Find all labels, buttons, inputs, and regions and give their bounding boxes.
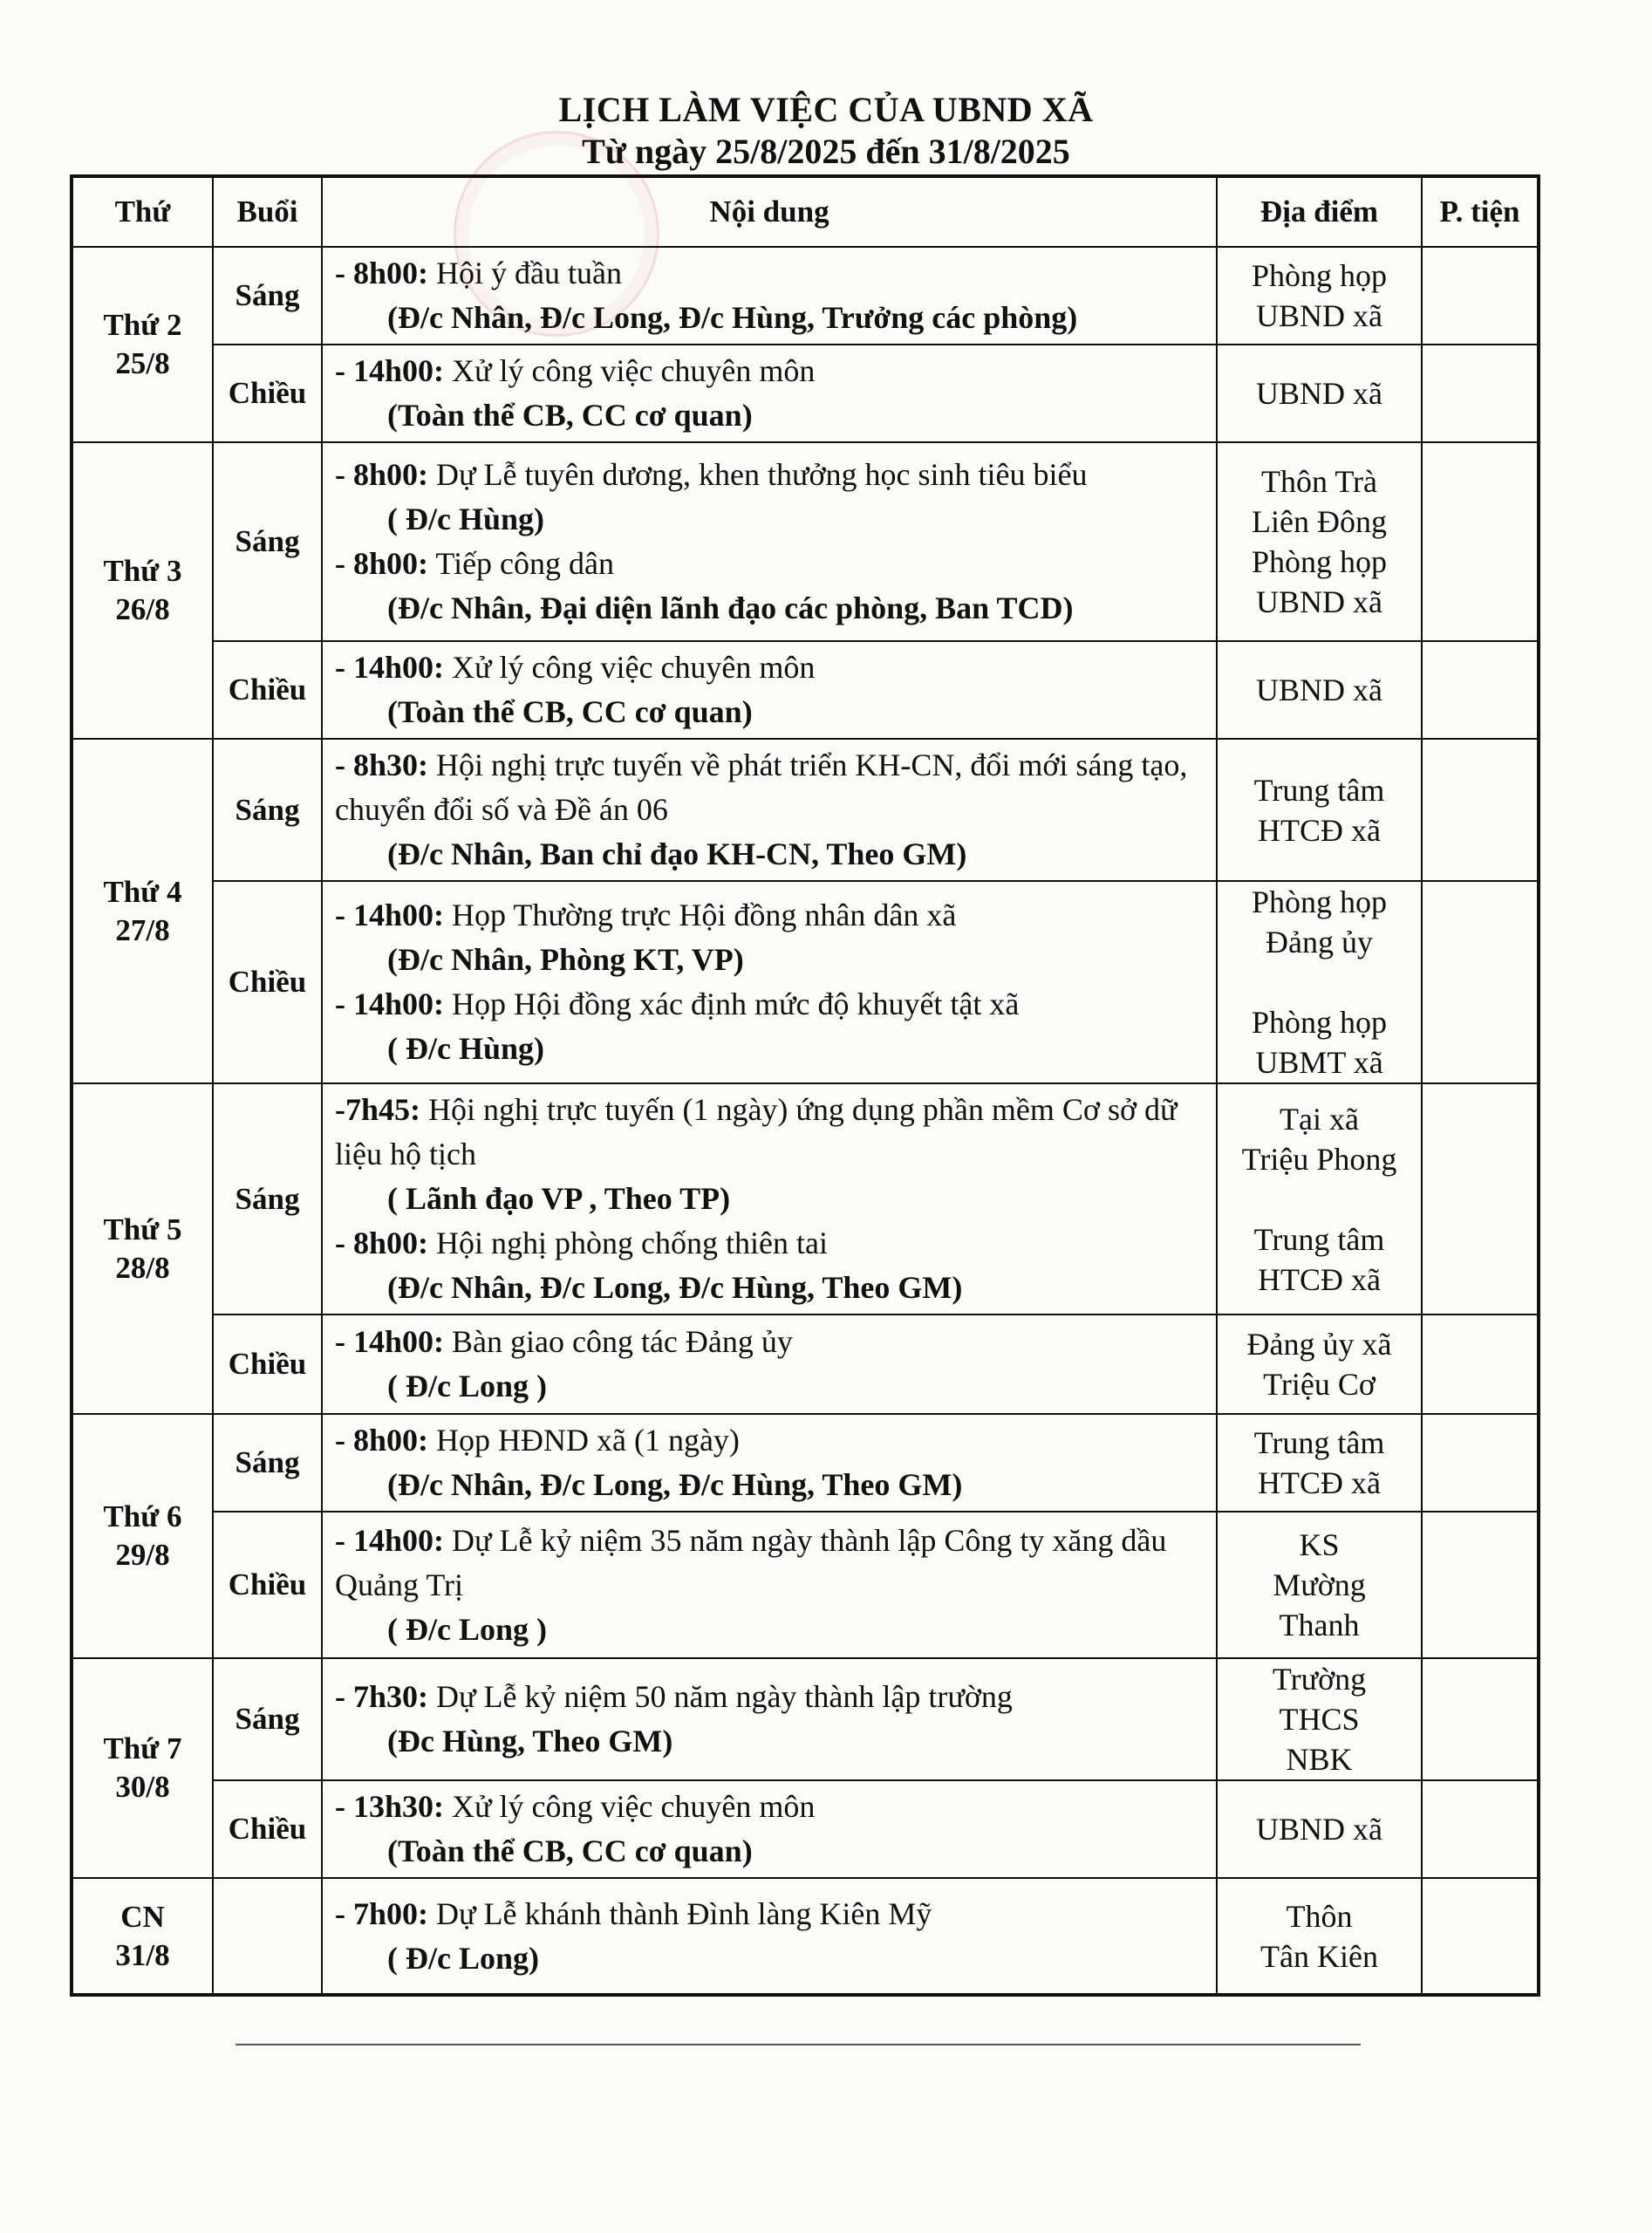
location-line: KS xyxy=(1299,1527,1340,1562)
agenda-item xyxy=(335,743,1209,877)
item-text: Họp Thường trực Hội đồng nhân dân xã xyxy=(444,898,957,932)
schedule-row xyxy=(72,1414,1539,1512)
item-attendees: (Đ/c Nhân, Ban chỉ đạo KH-CN, Theo GM) xyxy=(387,837,967,871)
session-cell: Chiều xyxy=(213,1512,322,1658)
content-cell xyxy=(322,1658,1217,1780)
location-line: Thanh xyxy=(1279,1608,1360,1642)
header-session: Buổi xyxy=(213,176,322,247)
item-time: - 14h00: xyxy=(335,898,444,932)
item-time: - 14h00: xyxy=(335,1324,444,1359)
location-line: UBND xã xyxy=(1256,584,1382,619)
location-line: HTCĐ xã xyxy=(1258,1465,1381,1500)
transport-cell xyxy=(1422,1083,1539,1315)
item-time: - 14h00: xyxy=(335,1522,444,1558)
location-line: Trung tâm xyxy=(1253,772,1385,808)
agenda-item xyxy=(335,453,1209,542)
item-attendees: (Đ/c Nhân, Đ/c Long, Đ/c Hùng, Theo GM) xyxy=(387,1270,963,1305)
location-cell xyxy=(1217,1780,1422,1878)
location-cell xyxy=(1217,247,1422,345)
location-line: Trung tâm xyxy=(1253,1425,1385,1460)
agenda-item xyxy=(335,542,1209,631)
agenda-item xyxy=(335,1892,1209,1981)
item-text: Họp HĐND xã (1 ngày) xyxy=(428,1423,740,1458)
item-attendees: ( Đ/c Long ) xyxy=(387,1611,547,1647)
location-line: Triệu Phong xyxy=(1241,1141,1397,1177)
agenda-item xyxy=(335,251,1209,340)
day-name: Thứ 5 xyxy=(103,1212,182,1246)
item-time: - 8h30: xyxy=(335,748,428,782)
item-attendees: (Toàn thể CB, CC cơ quan) xyxy=(387,694,753,729)
item-time: - 13h30: xyxy=(335,1789,444,1824)
item-attendees: (Đ/c Nhân, Phòng KT, VP) xyxy=(387,942,744,977)
date-range-subtitle: Từ ngày 25/8/2025 đến 31/8/2025 xyxy=(582,132,1070,171)
schedule-row xyxy=(72,1512,1539,1658)
content-cell xyxy=(322,641,1217,739)
location-line: Liên Đông xyxy=(1252,504,1387,539)
location-line xyxy=(1218,962,1421,1002)
item-attendees: (Toàn thể CB, CC cơ quan) xyxy=(387,398,753,433)
item-text: Họp Hội đồng xác định mức độ khuyết tật xã xyxy=(444,987,1020,1021)
content-cell xyxy=(322,739,1217,881)
schedule-row xyxy=(72,1878,1539,1995)
content-cell xyxy=(322,247,1217,345)
item-attendees: (Đ/c Nhân, Đ/c Long, Đ/c Hùng, Theo GM) xyxy=(387,1467,963,1502)
schedule-row xyxy=(72,739,1539,881)
transport-cell xyxy=(1422,1512,1539,1658)
agenda-item xyxy=(335,1320,1209,1409)
location-line: HTCĐ xã xyxy=(1258,812,1381,848)
location-line: UBND xã xyxy=(1256,1812,1382,1847)
item-time: - 7h00: xyxy=(335,1895,428,1931)
location-line: Tại xã xyxy=(1280,1101,1359,1137)
content-cell xyxy=(322,442,1217,641)
day-date: 31/8 xyxy=(115,1937,170,1972)
day-name: Thứ 6 xyxy=(103,1499,182,1533)
item-time: - 7h30: xyxy=(335,1679,428,1714)
item-text: Xử lý công việc chuyên môn xyxy=(444,353,816,388)
schedule-row xyxy=(72,641,1539,739)
transport-cell xyxy=(1422,1315,1539,1414)
content-cell xyxy=(322,1780,1217,1878)
day-date: 29/8 xyxy=(115,1538,170,1572)
item-text: Dự Lễ kỷ niệm 50 năm ngày thành lập trường xyxy=(428,1679,1013,1714)
location-line: Thôn xyxy=(1286,1898,1353,1934)
header-row xyxy=(72,176,1539,247)
day-date: 27/8 xyxy=(115,912,170,947)
session-cell: Sáng xyxy=(213,1083,322,1315)
agenda-item xyxy=(335,1519,1209,1652)
location-line: Thôn Trà xyxy=(1260,464,1378,499)
schedule-body xyxy=(72,247,1539,1995)
item-time: - 14h00: xyxy=(335,650,444,685)
content-cell xyxy=(322,1083,1217,1315)
item-text: Tiếp công dân xyxy=(428,546,615,581)
location-line: Phòng họp xyxy=(1251,258,1388,293)
location-cell xyxy=(1217,1083,1422,1315)
location-line xyxy=(1218,1179,1421,1219)
session-cell: Chiều xyxy=(213,881,322,1083)
day-date: 28/8 xyxy=(115,1250,170,1285)
content-cell xyxy=(322,881,1217,1083)
page-title: LỊCH LÀM VIỆC CỦA UBND XÃ xyxy=(558,90,1094,129)
item-time: - 8h00: xyxy=(335,1226,428,1260)
item-attendees: (Đ/c Nhân, Đ/c Long, Đ/c Hùng, Trưởng các phòng) xyxy=(387,300,1078,335)
item-text: Hội nghị phòng chống thiên tai xyxy=(428,1226,828,1260)
location-line: HTCĐ xã xyxy=(1258,1261,1381,1297)
location-line: Đảng ủy xã xyxy=(1246,1327,1392,1362)
day-cell xyxy=(72,1658,213,1878)
location-line: Mường xyxy=(1273,1567,1366,1602)
transport-cell xyxy=(1422,641,1539,739)
transport-cell xyxy=(1422,247,1539,345)
day-cell xyxy=(72,247,213,442)
location-line: Đảng ủy xyxy=(1266,925,1373,959)
transport-cell xyxy=(1422,1658,1539,1780)
session-cell: Sáng xyxy=(213,247,322,345)
item-time: - 8h00: xyxy=(335,457,428,492)
location-cell xyxy=(1217,881,1422,1083)
item-time: - 8h00: xyxy=(335,546,428,581)
item-attendees: ( Đ/c Long ) xyxy=(387,1369,547,1403)
session-cell: Chiều xyxy=(213,345,322,442)
transport-cell xyxy=(1422,1780,1539,1878)
agenda-item xyxy=(335,349,1209,438)
item-text: Hội nghị trực tuyến về phát triển KH-CN, đổi mới sáng tạo, chuyển đổi số và Đề án 06 xyxy=(335,748,1188,827)
schedule-row xyxy=(72,1083,1539,1315)
item-time: -7h45: xyxy=(335,1092,420,1127)
location-line: Trường xyxy=(1272,1662,1367,1697)
transport-cell xyxy=(1422,1414,1539,1512)
location-line: Triệu Cơ xyxy=(1263,1367,1376,1402)
location-cell xyxy=(1217,1315,1422,1414)
session-cell: Sáng xyxy=(213,739,322,881)
content-cell xyxy=(322,1315,1217,1414)
item-attendees: (Đ/c Nhân, Đại diện lãnh đạo các phòng, Ban TCD) xyxy=(387,591,1074,625)
schedule-row xyxy=(72,247,1539,345)
transport-cell xyxy=(1422,442,1539,641)
location-line: Tân Kiên xyxy=(1260,1938,1378,1974)
bottom-divider xyxy=(236,2044,1361,2045)
day-date: 25/8 xyxy=(115,346,170,380)
location-cell xyxy=(1217,739,1422,881)
day-name: CN xyxy=(120,1899,165,1934)
location-cell xyxy=(1217,1658,1422,1780)
day-name: Thứ 3 xyxy=(103,554,182,588)
session-cell: Chiều xyxy=(213,641,322,739)
agenda-item xyxy=(335,1088,1209,1221)
header-location: Địa điểm xyxy=(1217,176,1422,247)
day-name: Thứ 7 xyxy=(103,1731,182,1765)
item-time: - 14h00: xyxy=(335,353,444,388)
item-attendees: ( Đ/c Hùng) xyxy=(387,1031,544,1066)
schedule-row xyxy=(72,1315,1539,1414)
item-attendees: (Đc Hùng, Theo GM) xyxy=(387,1724,673,1758)
session-cell: Sáng xyxy=(213,442,322,641)
agenda-item xyxy=(335,1785,1209,1874)
agenda-item xyxy=(335,1221,1209,1310)
agenda-item xyxy=(335,645,1209,734)
item-text: Hội ý đầu tuần xyxy=(428,256,622,290)
schedule-row xyxy=(72,1780,1539,1878)
day-cell xyxy=(72,739,213,1083)
item-attendees: (Toàn thể CB, CC cơ quan) xyxy=(387,1834,753,1868)
agenda-item xyxy=(335,1675,1209,1764)
agenda-item xyxy=(335,982,1209,1071)
day-cell xyxy=(72,1083,213,1414)
location-line: THCS xyxy=(1279,1702,1360,1737)
location-cell xyxy=(1217,1512,1422,1658)
location-cell xyxy=(1217,442,1422,641)
day-cell xyxy=(72,1878,213,1995)
item-time: - 8h00: xyxy=(335,1423,428,1458)
day-cell xyxy=(72,442,213,739)
location-line: Phòng họp xyxy=(1251,884,1388,919)
schedule-row xyxy=(72,1658,1539,1780)
item-time: - 14h00: xyxy=(335,987,444,1021)
item-text: Dự Lễ khánh thành Đình làng Kiên Mỹ xyxy=(428,1895,932,1931)
item-text: Hội nghị trực tuyến (1 ngày) ứng dụng phần mềm Cơ sở dữ liệu hộ tịch xyxy=(335,1092,1178,1171)
content-cell xyxy=(322,1512,1217,1658)
schedule-row xyxy=(72,345,1539,442)
content-cell xyxy=(322,345,1217,442)
day-cell xyxy=(72,1414,213,1658)
item-text: Xử lý công việc chuyên môn xyxy=(444,1789,816,1824)
schedule-row xyxy=(72,442,1539,641)
session-cell: Sáng xyxy=(213,1414,322,1512)
day-name: Thứ 4 xyxy=(103,874,182,909)
schedule-row xyxy=(72,881,1539,1083)
header-transport: P. tiện xyxy=(1422,176,1539,247)
day-date: 26/8 xyxy=(115,592,170,626)
day-name: Thứ 2 xyxy=(103,308,182,342)
session-cell xyxy=(213,1878,322,1995)
transport-cell xyxy=(1422,881,1539,1083)
session-cell: Chiều xyxy=(213,1315,322,1414)
schedule-table xyxy=(70,174,1540,1997)
item-attendees: ( Lãnh đạo VP , Theo TP) xyxy=(387,1181,731,1216)
location-line: UBND xã xyxy=(1256,673,1382,707)
content-cell xyxy=(322,1878,1217,1995)
day-date: 30/8 xyxy=(115,1770,170,1804)
item-text: Dự Lễ kỷ niệm 35 năm ngày thành lập Công ty xăng dầu Quảng Trị xyxy=(335,1522,1167,1602)
location-line: UBND xã xyxy=(1256,298,1382,333)
item-text: Bàn giao công tác Đảng ủy xyxy=(444,1324,793,1359)
content-cell xyxy=(322,1414,1217,1512)
item-time: - 8h00: xyxy=(335,256,428,290)
location-cell xyxy=(1217,1414,1422,1512)
location-line: UBMT xã xyxy=(1255,1045,1383,1080)
header-day: Thứ xyxy=(72,176,213,247)
item-text: Xử lý công việc chuyên môn xyxy=(444,650,816,685)
location-cell xyxy=(1217,345,1422,442)
agenda-item xyxy=(335,1418,1209,1507)
item-attendees: ( Đ/c Hùng) xyxy=(387,502,544,536)
location-line: UBND xã xyxy=(1256,376,1382,411)
location-line: Phòng họp xyxy=(1251,1005,1388,1040)
session-cell: Chiều xyxy=(213,1780,322,1878)
transport-cell xyxy=(1422,739,1539,881)
location-cell xyxy=(1217,641,1422,739)
item-attendees: ( Đ/c Long) xyxy=(387,1940,539,1976)
transport-cell xyxy=(1422,1878,1539,1995)
item-text: Dự Lễ tuyên dương, khen thưởng học sinh tiêu biểu xyxy=(428,457,1088,492)
session-cell: Sáng xyxy=(213,1658,322,1780)
location-cell xyxy=(1217,1878,1422,1995)
agenda-item xyxy=(335,893,1209,982)
location-line: NBK xyxy=(1286,1742,1353,1777)
location-line: Trung tâm xyxy=(1253,1221,1385,1257)
header-content: Nội dung xyxy=(322,176,1217,247)
transport-cell xyxy=(1422,345,1539,442)
location-line: Phòng họp xyxy=(1251,544,1388,579)
